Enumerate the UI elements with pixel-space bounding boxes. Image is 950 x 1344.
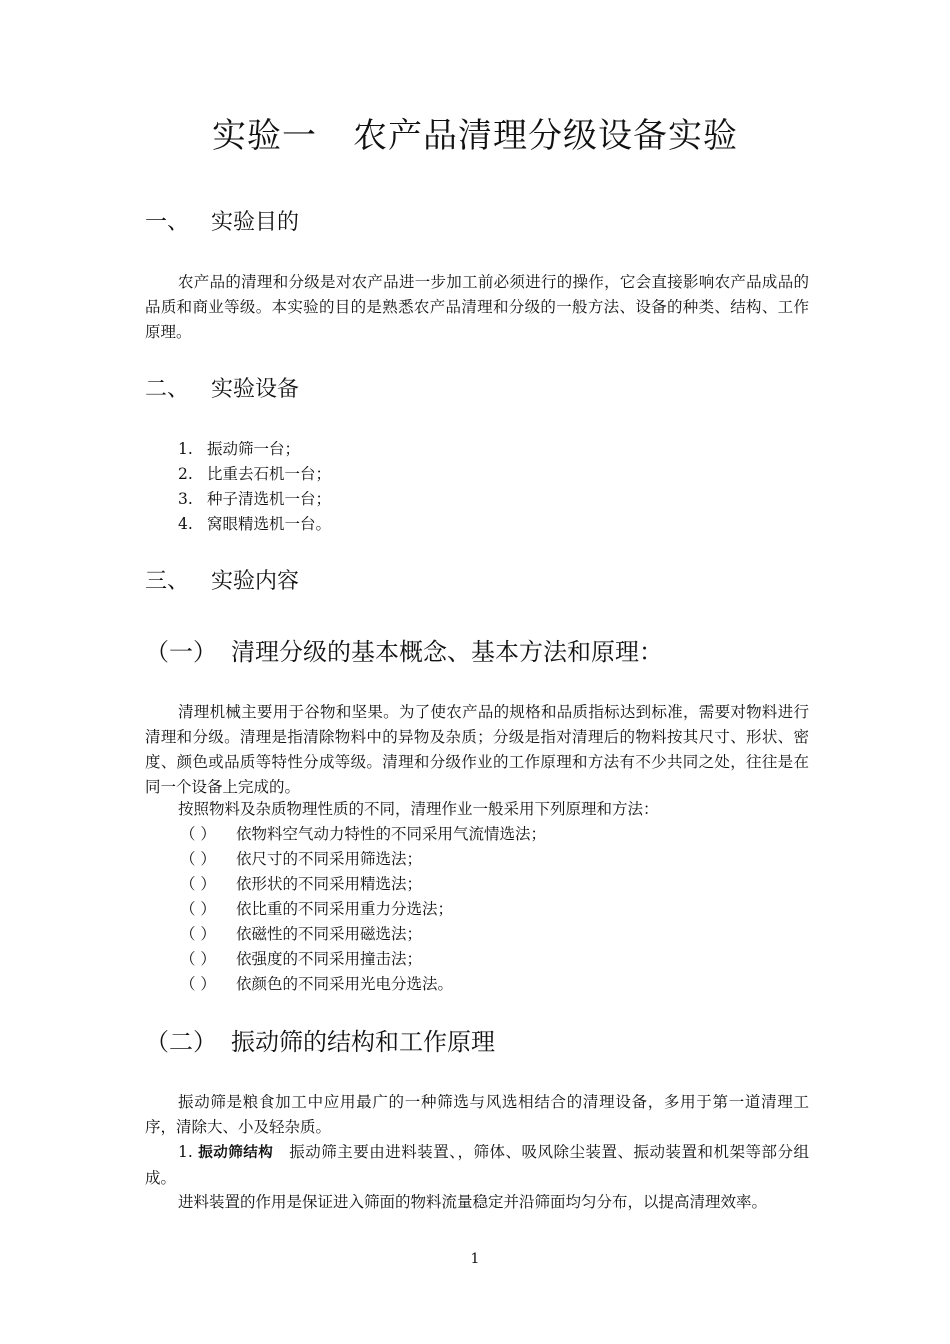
title-part2: 农产品清理分级设备实验 xyxy=(353,116,738,156)
principles-list xyxy=(180,822,546,997)
section-label: 实验设备 xyxy=(211,377,300,402)
list-item xyxy=(178,487,331,512)
page-number: 1 xyxy=(470,1251,480,1267)
item-number: 2. xyxy=(178,465,193,483)
structure-paragraph xyxy=(145,1140,809,1191)
item-text: 依比重的不同采用重力分选法； xyxy=(236,900,454,918)
item-marker: （ ） xyxy=(180,900,216,918)
principles-intro: 按照物料及杂质物理性质的不同，清理作业一般采用下列原理和方法： xyxy=(178,800,659,818)
subsection-heading-principles xyxy=(145,632,663,667)
section-heading-equipment xyxy=(145,372,299,403)
purpose-paragraph: 农产品的清理和分级是对农产品进一步加工前必须进行的操作，它会直接影响农产品成品的品质和商业等级。本实验的目的是熟悉农产品清理和分级的一般方法、设备的种类、结构、工作原理。 xyxy=(145,273,809,341)
section-label: 实验目的 xyxy=(211,210,300,235)
list-item xyxy=(178,462,331,487)
item-marker: （ ） xyxy=(180,925,216,943)
item-text: 振动筛一台； xyxy=(207,440,301,458)
item-number: 1. xyxy=(178,440,193,458)
list-item xyxy=(180,822,546,847)
section-number: 三、 xyxy=(145,569,190,594)
list-item xyxy=(180,947,546,972)
page-title xyxy=(0,108,950,157)
section-number: 一、 xyxy=(145,210,190,235)
item-text: 依尺寸的不同采用筛选法； xyxy=(236,850,423,868)
item-text: 依磁性的不同采用磁选法； xyxy=(236,925,423,943)
item-text: 依物料空气动力特性的不同采用气流情选法； xyxy=(236,825,547,843)
list-item xyxy=(180,872,546,897)
item-number: 3. xyxy=(178,490,193,508)
title-part1: 实验一 xyxy=(212,116,317,156)
section-heading-purpose xyxy=(145,205,299,236)
list-item xyxy=(180,972,546,997)
list-item xyxy=(178,512,331,537)
item-marker: （ ） xyxy=(180,875,216,893)
structure-heading: 振动筛结构 xyxy=(198,1145,274,1161)
equipment-list xyxy=(178,437,331,537)
item-text: 依强度的不同采用撞击法； xyxy=(236,950,423,968)
item-text: 比重去石机一台； xyxy=(207,465,332,483)
structure-text: 振动筛主要由进料装置、，筛体、吸风除尘装置、振动装置和机架等部分组成。 xyxy=(145,1143,809,1187)
item-marker: （ ） xyxy=(180,975,216,993)
item-marker: （ ） xyxy=(180,950,216,968)
subsection-number: （一） xyxy=(145,638,217,666)
item-number: 4. xyxy=(178,515,193,533)
item-marker: （ ） xyxy=(180,850,216,868)
item-marker: （ ） xyxy=(180,825,216,843)
item-text: 种子清选机一台； xyxy=(207,490,332,508)
subsection-label: 清理分级的基本概念、基本方法和原理： xyxy=(231,638,663,666)
list-item xyxy=(180,897,546,922)
cleaning-paragraph: 清理机械主要用于谷物和坚果。为了使农产品的规格和品质指标达到标准，需要对物料进行清理和分级。清理是指清除物料中的异物及杂质；分级是指对清理后的物料按其尺寸、形状、密度、颜色或品质等特性分成等级。清理和分级作业的工作原理和方法有不少共同之处，往往是在同一个设备上完成的。 xyxy=(145,703,809,796)
item-text: 依颜色的不同采用光电分选法。 xyxy=(236,975,454,993)
section-label: 实验内容 xyxy=(211,569,300,594)
list-item xyxy=(178,437,331,462)
subsection-heading-vibrating-screen xyxy=(145,1022,495,1057)
list-item xyxy=(180,847,546,872)
vibrating-screen-paragraph: 振动筛是粮食加工中应用最广的一种筛选与风选相结合的清理设备，多用于第一道清理工序，清除大、小及轻杂质。 xyxy=(145,1093,809,1136)
list-item xyxy=(180,922,546,947)
subsection-label: 振动筛的结构和工作原理 xyxy=(231,1028,495,1056)
item-text: 窝眼精选机一台。 xyxy=(207,515,332,533)
subsection-number: （二） xyxy=(145,1028,217,1056)
feed-paragraph: 进料装置的作用是保证进入筛面的物料流量稳定并沿筛面均匀分布，以提高清理效率。 xyxy=(178,1193,768,1211)
section-number: 二、 xyxy=(145,377,190,402)
item-text: 依形状的不同采用精选法； xyxy=(236,875,423,893)
structure-number: 1. xyxy=(178,1143,193,1161)
section-heading-content xyxy=(145,564,299,595)
